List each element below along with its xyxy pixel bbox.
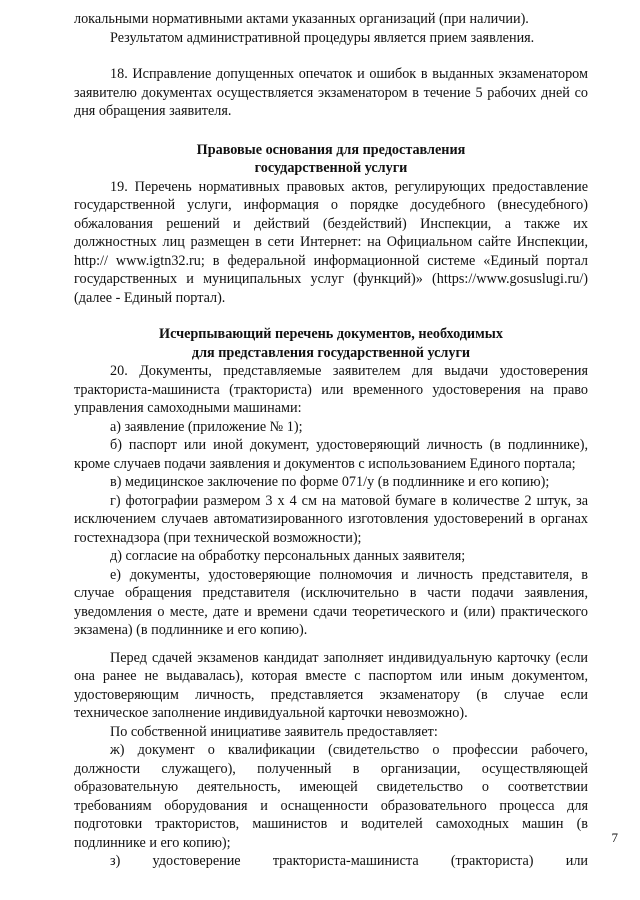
page-number: 7 [611,830,618,845]
list-item-z: з) удостоверение тракториста-машиниста (тракториста) или [110,853,588,869]
paragraph-20: 20. Документы, представляемые заявителем для выдачи удостоверения тракториста-машиниста (тракториста) или временного удостоверения на право управления самоходными машинами: [74,363,588,416]
paragraph-19: 19. Перечень нормативных правовых актов, регулирующих предоставление государственной услуги, информация о порядке досудебного (внесудебного) обжалования решений и действий (бездействий) Инспекции, а также их должностных лиц размещен в сети Интернет: на Официальном сайте Инспекции, http:// www.igtn32.ru; в федеральной информационной системе «Единый портал государственных и муниципальных услуг (функций)» (https://www.gosuslugi.ru/) (далее - Единый портал). [74,178,588,306]
list-item-g: г) фотографии размером 3 х 4 см на матовой бумаге в количестве 2 штук, за исключением случаев автоматизированного изготовления удостоверений в органах гостехнадзора (при технической возможности); [74,492,588,546]
text-line: Результатом административной процедуры является прием заявления. [110,29,535,46]
paragraph-card: Перед сдачей экзаменов кандидат заполняет индивидуальную карточку (если она ранее не выдавалась), которая вместе с паспортом или иным документом, удостоверяющим личность, представляется экзаменатору (в случае если техническое заполнение индивидуальной карточки невозможно). [74,649,588,721]
section-heading-documents-cont: для представления государственной услуги [191,344,471,361]
list-item-a: а) заявление (приложение № 1); [110,418,303,435]
text-line: локальными нормативными актами указанных организаций (при наличии). [74,11,529,27]
list-item-d: д) согласие на обработку персональных данных заявителя; [110,548,466,564]
list-item-e: е) документы, удостоверяющие полномочия и личность представителя, в случае обращения представителя (исключительно в части подачи заявления, уведомления о месте, дате и времени сдачи теоретического и (или) практического экзамена) (в подлиннике и его копию). [74,566,588,638]
section-heading-legal-basis: Правовые основания для предоставления [196,141,466,158]
section-heading-legal-basis-cont: государственной услуги [254,160,408,176]
paragraph-18: 18. Исправление допущенных опечаток и ошибок в выданных экзаменатором заявителю документах осуществляется экзаменатором в течение 5 рабочих дней со дня обращения заявителя. [74,66,588,119]
list-item-b: б) паспорт или иной документ, удостоверяющий личность (в подлиннике), кроме случаев подачи заявления и документов с использованием Единого портала; [74,437,588,472]
document-body [74,10,588,871]
paragraph-own-initiative: По собственной инициативе заявитель предоставляет: [110,723,438,740]
list-item-v: в) медицинское заключение по форме 071/у (в подлиннике и его копию); [110,474,550,490]
list-item-zh: ж) документ о квалификации (свидетельство о профессии рабочего, должности служащего), полученный в организации, осуществляющей образовательную деятельность, имеющей свидетельство о соответствии требованиям оборудования и оснащенности образовательного процесса для подготовки трактористов, машинистов и водителей самоходных машин (в подлиннике и его копию); [74,742,588,851]
section-heading-documents: Исчерпывающий перечень документов, необходимых [159,326,503,342]
